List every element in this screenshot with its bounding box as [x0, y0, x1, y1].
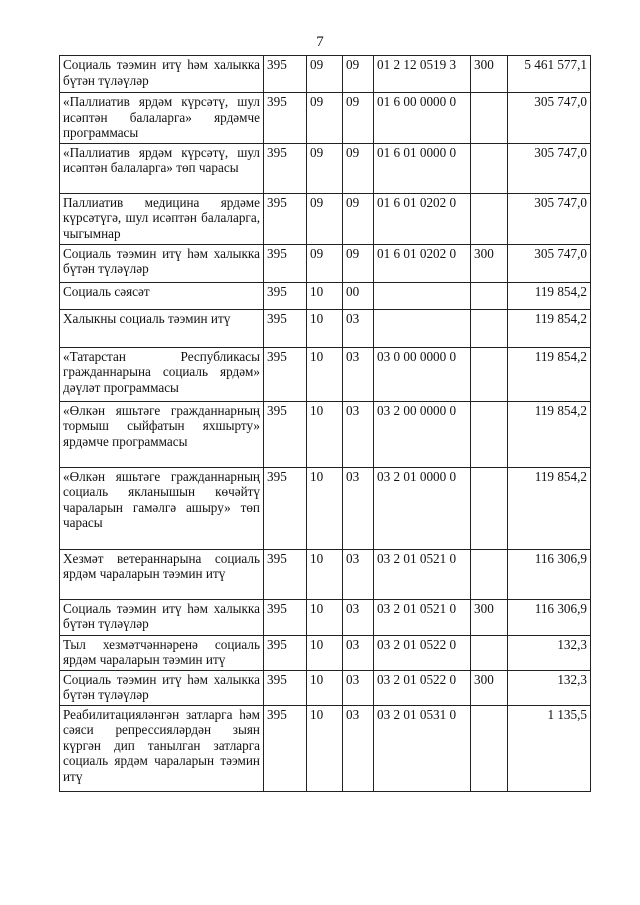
row-name: Социаль тәэмин итү һәм халыкка бүтән түләүләр [60, 244, 264, 282]
section-code: 09 [307, 244, 343, 282]
subsection-code: 03 [343, 467, 374, 549]
section-code: 09 [307, 93, 343, 144]
expense-type-code [471, 193, 508, 244]
target-code: 03 2 01 0522 0 [374, 635, 471, 670]
row-name: Социаль тәэмин итү һәм халыкка бүтән түләүләр [60, 670, 264, 705]
page-number: 7 [316, 34, 324, 50]
row-name: «Өлкән яшьтәге гражданнарның тормыш сыйфатын яхшырту» ярдәмче программасы [60, 401, 264, 467]
subsection-code: 03 [343, 549, 374, 599]
amount: 116 306,9 [508, 549, 591, 599]
ministry-code: 395 [264, 93, 307, 144]
amount: 119 854,2 [508, 401, 591, 467]
expense-type-code: 300 [471, 599, 508, 635]
amount: 119 854,2 [508, 282, 591, 309]
expense-type-code [471, 282, 508, 309]
target-code: 03 2 01 0521 0 [374, 599, 471, 635]
subsection-code: 03 [343, 670, 374, 705]
section-code: 10 [307, 347, 343, 401]
table-row [60, 467, 591, 549]
table-row [60, 282, 591, 309]
target-code: 03 0 00 0000 0 [374, 347, 471, 401]
row-name: Халыкны социаль тәэмин итү [60, 309, 264, 347]
target-code: 01 6 01 0202 0 [374, 193, 471, 244]
expense-type-code [471, 705, 508, 791]
subsection-code: 09 [343, 143, 374, 193]
table-row [60, 670, 591, 705]
subsection-code: 00 [343, 282, 374, 309]
target-code: 03 2 01 0000 0 [374, 467, 471, 549]
ministry-code: 395 [264, 401, 307, 467]
ministry-code: 395 [264, 599, 307, 635]
section-code: 10 [307, 401, 343, 467]
section-code: 10 [307, 705, 343, 791]
ministry-code: 395 [264, 347, 307, 401]
row-name: Социаль тәэмин итү һәм халыкка бүтән түләүләр [60, 56, 264, 93]
target-code: 03 2 01 0531 0 [374, 705, 471, 791]
amount: 132,3 [508, 635, 591, 670]
subsection-code: 09 [343, 93, 374, 144]
table-row [60, 401, 591, 467]
table-row [60, 347, 591, 401]
section-code: 10 [307, 635, 343, 670]
expense-type-code [471, 93, 508, 144]
ministry-code: 395 [264, 56, 307, 93]
subsection-code: 03 [343, 309, 374, 347]
row-name: «Өлкән яшьтәге гражданнарның социаль якланышын көчәйтү чараларын гамәлгә ашыру» төп чарасы [60, 467, 264, 549]
section-code: 10 [307, 670, 343, 705]
ministry-code: 395 [264, 193, 307, 244]
subsection-code: 03 [343, 705, 374, 791]
expense-type-code [471, 309, 508, 347]
ministry-code: 395 [264, 309, 307, 347]
table-row [60, 244, 591, 282]
budget-table [59, 55, 591, 792]
table-row [60, 705, 591, 791]
subsection-code: 03 [343, 347, 374, 401]
table-row [60, 143, 591, 193]
section-code: 09 [307, 56, 343, 93]
section-code: 10 [307, 282, 343, 309]
row-name: «Паллиатив ярдәм күрсәтү, шул исәптән балаларга» ярдәмче программасы [60, 93, 264, 144]
expense-type-code: 300 [471, 670, 508, 705]
ministry-code: 395 [264, 705, 307, 791]
amount: 5 461 577,1 [508, 56, 591, 93]
target-code: 03 2 01 0522 0 [374, 670, 471, 705]
target-code [374, 282, 471, 309]
expense-type-code [471, 347, 508, 401]
subsection-code: 03 [343, 599, 374, 635]
amount: 119 854,2 [508, 309, 591, 347]
ministry-code: 395 [264, 670, 307, 705]
table-row [60, 309, 591, 347]
table-row [60, 549, 591, 599]
expense-type-code: 300 [471, 56, 508, 93]
section-code: 09 [307, 193, 343, 244]
target-code: 03 2 01 0521 0 [374, 549, 471, 599]
amount: 305 747,0 [508, 193, 591, 244]
amount: 305 747,0 [508, 143, 591, 193]
section-code: 10 [307, 467, 343, 549]
section-code: 10 [307, 549, 343, 599]
expense-type-code [471, 401, 508, 467]
table-row [60, 599, 591, 635]
row-name: Социаль сәясәт [60, 282, 264, 309]
ministry-code: 395 [264, 143, 307, 193]
table-row [60, 93, 591, 144]
target-code [374, 309, 471, 347]
ministry-code: 395 [264, 549, 307, 599]
table-row [60, 635, 591, 670]
target-code: 01 6 01 0202 0 [374, 244, 471, 282]
target-code: 01 6 00 0000 0 [374, 93, 471, 144]
ministry-code: 395 [264, 635, 307, 670]
row-name: Социаль тәэмин итү һәм халыкка бүтән түләүләр [60, 599, 264, 635]
row-name: Хезмәт ветераннарына социаль ярдәм чараларын тәэмин итү [60, 549, 264, 599]
subsection-code: 09 [343, 244, 374, 282]
expense-type-code [471, 635, 508, 670]
expense-type-code [471, 467, 508, 549]
expense-type-code: 300 [471, 244, 508, 282]
ministry-code: 395 [264, 244, 307, 282]
amount: 305 747,0 [508, 93, 591, 144]
expense-type-code [471, 549, 508, 599]
amount: 132,3 [508, 670, 591, 705]
subsection-code: 09 [343, 56, 374, 93]
expense-type-code [471, 143, 508, 193]
ministry-code: 395 [264, 282, 307, 309]
row-name: Тыл хезмәтчәннәренә социаль ярдәм чараларын тәэмин итү [60, 635, 264, 670]
row-name: «Паллиатив ярдәм күрсәтү, шул исәптән балаларга» төп чарасы [60, 143, 264, 193]
subsection-code: 03 [343, 635, 374, 670]
amount: 119 854,2 [508, 467, 591, 549]
table-row [60, 193, 591, 244]
section-code: 09 [307, 143, 343, 193]
target-code: 03 2 00 0000 0 [374, 401, 471, 467]
target-code: 01 2 12 0519 3 [374, 56, 471, 93]
target-code: 01 6 01 0000 0 [374, 143, 471, 193]
amount: 119 854,2 [508, 347, 591, 401]
amount: 1 135,5 [508, 705, 591, 791]
row-name: Паллиатив медицина ярдәме күрсәтүгә, шул исәптән балаларга, чыгымнар [60, 193, 264, 244]
amount: 116 306,9 [508, 599, 591, 635]
section-code: 10 [307, 599, 343, 635]
row-name: «Татарстан Республикасы гражданнарына социаль ярдәм» дәүләт программасы [60, 347, 264, 401]
ministry-code: 395 [264, 467, 307, 549]
row-name: Реабилитацияләнгән затларга һәм сәяси репрессияләрдән зыян күргән дип танылган затларга социаль ярдәм чараларын тәэмин итү [60, 705, 264, 791]
subsection-code: 09 [343, 193, 374, 244]
amount: 305 747,0 [508, 244, 591, 282]
section-code: 10 [307, 309, 343, 347]
table-row [60, 56, 591, 93]
subsection-code: 03 [343, 401, 374, 467]
